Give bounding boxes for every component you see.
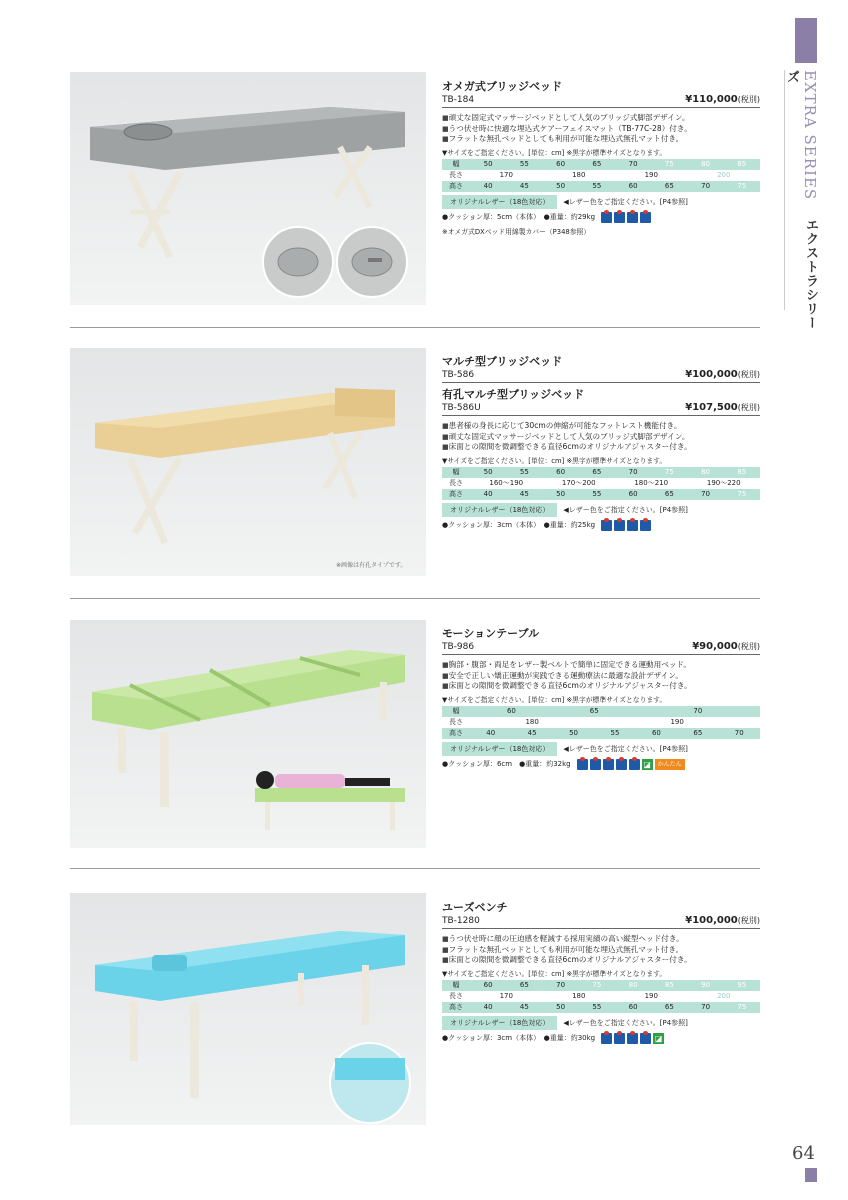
feature-icons (601, 212, 651, 223)
product-code: TB-986 (442, 642, 475, 652)
product-photo-omega (70, 72, 426, 305)
feature-text: ■ 床面との隙間を微調整できる直径6cmのオリジナルアジャスター付き。 (442, 681, 760, 692)
cube-icon (640, 520, 651, 531)
cube-icon (601, 212, 612, 223)
section-separator (70, 327, 760, 328)
leather-note: ◀レザー色をご指定ください。[P4参照] (563, 197, 688, 206)
feature-icons (577, 759, 685, 770)
spec-text: ●クッション厚：3cm（本体） ●重量：約30kg (442, 1034, 596, 1042)
leather-row (442, 1016, 760, 1030)
cube-icon (614, 1033, 625, 1044)
page-number: 64 (792, 1143, 815, 1164)
feature-text: ■ 床面との隙間を微調整できる直径6cmのオリジナルアジャスター付き。 (442, 442, 760, 453)
leather-tag: オリジナルレザー（18色対応） (442, 503, 557, 517)
leather-row (442, 503, 760, 517)
section-separator (70, 868, 760, 869)
section-separator (70, 598, 760, 599)
feature-text: ■ 安全で正しい矯正運動が実践できる運動療法に最適な設計デザイン。 (442, 671, 760, 682)
size-note: ▼サイズをご指定ください。[単位：cm] ※黒字が標準サイズとなります。 (442, 695, 667, 704)
product-price-2: ¥107,500(税別) (685, 402, 760, 413)
leather-note: ◀レザー色をご指定ください。[P4参照] (563, 505, 688, 514)
size-table: 幅 50 55 60 65 70 75 80 85 長さ 160〜190 170〜200 180〜210 190〜220 高さ 40 45 50 55 60 65 70 75 (442, 467, 760, 500)
series-title (784, 70, 820, 330)
size-table: 幅 60 65 70 75 80 85 90 95 長さ 170 180 190 200 高さ 40 45 50 55 60 65 70 75 (442, 980, 760, 1013)
product-photo-motion (70, 620, 426, 848)
product-price: ¥110,000(税別) (685, 94, 760, 105)
product-name: マルチ型ブリッジベッド (442, 355, 563, 368)
leather-note: ◀レザー色をご指定ください。[P4参照] (563, 744, 688, 753)
feature-text: ■ 胸部・腹部・両足をレザー製ベルトで簡単に固定できる運動用ベッド。 (442, 660, 760, 671)
photo-note: ※画像は有孔タイプです。 (336, 562, 407, 569)
spec-text: ●クッション厚：3cm（本体） ●重量：約25kg (442, 521, 596, 529)
feature-text: ■ うつ伏せ時に顔の圧迫感を軽減する採用実績の高い縦型ヘッド付き。 (442, 934, 760, 945)
feature-text: ■ 床面との隙間を微調整できる直径6cmのオリジナルアジャスター付き。 (442, 955, 760, 966)
spec-row (442, 520, 760, 531)
cube-icon (614, 212, 625, 223)
spec-text: ●クッション厚：6cm ●重量：約32kg (442, 760, 571, 768)
side-divider (784, 70, 785, 310)
product-code-row (442, 641, 760, 655)
side-accent-bar (795, 18, 817, 63)
cube-icon (614, 520, 625, 531)
size-table: 幅 60 65 70 長さ 180 190 高さ 40 45 50 55 60 65 70 (442, 706, 760, 739)
product-price: ¥100,000(税別) (685, 915, 760, 926)
product-code: TB-184 (442, 95, 475, 105)
adjuster-icon: ◪ (654, 1033, 663, 1043)
leather-tag: オリジナルレザー（18色対応） (442, 1016, 557, 1030)
spec-text: ●クッション厚：5cm（本体） ●重量：約29kg (442, 213, 596, 221)
feature-text: ■ 患者様の身長に応じて30cmの伸縮が可能なフットレスト機能付き。 (442, 421, 760, 432)
feature-icons (601, 1033, 664, 1044)
product-code: TB-586 (442, 370, 475, 380)
leather-tag: オリジナルレザー（18色対応） (442, 195, 557, 209)
product-name-2: 有孔マルチ型ブリッジベッド (442, 388, 585, 401)
adjuster-icon: ◪ (643, 759, 651, 769)
easy-badge-icon: かんたん (655, 759, 685, 770)
feature-text: ■ フラットな無孔ベッドとしても利用が可能な埋込式無孔マット付き。 (442, 945, 760, 956)
product-price: ¥90,000(税別) (692, 641, 760, 652)
size-note: ▼サイズをご指定ください。[単位：cm] ※黒字が標準サイズとなります。 (442, 148, 667, 157)
feature-text: ■ 頑丈な固定式マッサージベッドとして人気のブリッジ式脚部デザイン。 (442, 113, 760, 124)
cube-icon (601, 1033, 612, 1044)
product-photo-use-bench (70, 893, 426, 1125)
product-info-motion (442, 627, 760, 770)
leather-note: ◀レザー色をご指定ください。[P4参照] (563, 1018, 688, 1027)
spec-row (442, 212, 760, 223)
leather-row (442, 742, 760, 756)
cube-icon (590, 759, 601, 770)
feature-icons (601, 520, 651, 531)
cube-icon (640, 1033, 651, 1044)
cube-icon (640, 212, 651, 223)
cube-icon (627, 520, 638, 531)
size-note: ▼サイズをご指定ください。[単位：cm] ※黒字が標準サイズとなります。 (442, 456, 667, 465)
page-accent-bar (805, 1168, 817, 1182)
product-code-row (442, 915, 760, 929)
cube-icon (629, 759, 640, 770)
product-info-use-bench (442, 901, 760, 1044)
cube-icon (616, 759, 627, 770)
product-info-multi (442, 355, 760, 531)
product-photo-multi (70, 348, 426, 576)
spec-row (442, 1033, 760, 1044)
product-code-2: TB-586U (442, 403, 481, 413)
size-note: ▼サイズをご指定ください。[単位：cm] ※黒字が標準サイズとなります。 (442, 969, 667, 978)
product-code-row-2 (442, 402, 760, 416)
feature-text: ■ 頑丈な固定式マッサージベッドとして人気のブリッジ式脚部デザイン。 (442, 432, 760, 443)
cube-icon (601, 520, 612, 531)
cube-icon (627, 1033, 638, 1044)
cube-icon (603, 759, 614, 770)
extra-note: ※オメガ式DXベッド用綿製カバー（P348参照） (442, 227, 591, 236)
product-name: オメガ式ブリッジベッド (442, 80, 563, 93)
cube-icon (627, 212, 638, 223)
product-price: ¥100,000(税別) (685, 369, 760, 380)
spec-row (442, 759, 760, 770)
leather-row (442, 195, 760, 209)
feature-text: ■ フラットな無孔ベッドとしても利用が可能な埋込式無孔マット付き。 (442, 134, 760, 145)
series-title-jp: エクストラシリーズ (784, 70, 818, 330)
product-code-row (442, 94, 760, 108)
series-title-en: EXTRA SERIES (801, 70, 819, 201)
leather-tag: オリジナルレザー（18色対応） (442, 742, 557, 756)
size-table: 幅 50 55 60 65 70 75 80 85 長さ 170 180 190 200 高さ 40 45 50 55 60 65 70 75 (442, 159, 760, 192)
cube-icon (577, 759, 588, 770)
product-code-row (442, 369, 760, 383)
product-info-omega (442, 80, 760, 236)
feature-text: ■ うつ伏せ時に快適な埋込式ケアーフェイスマット（TB-77C-28）付き。 (442, 124, 760, 135)
product-name: ユーズベンチ (442, 901, 508, 914)
product-name: モーションテーブル (442, 627, 540, 640)
product-code: TB-1280 (442, 916, 480, 926)
